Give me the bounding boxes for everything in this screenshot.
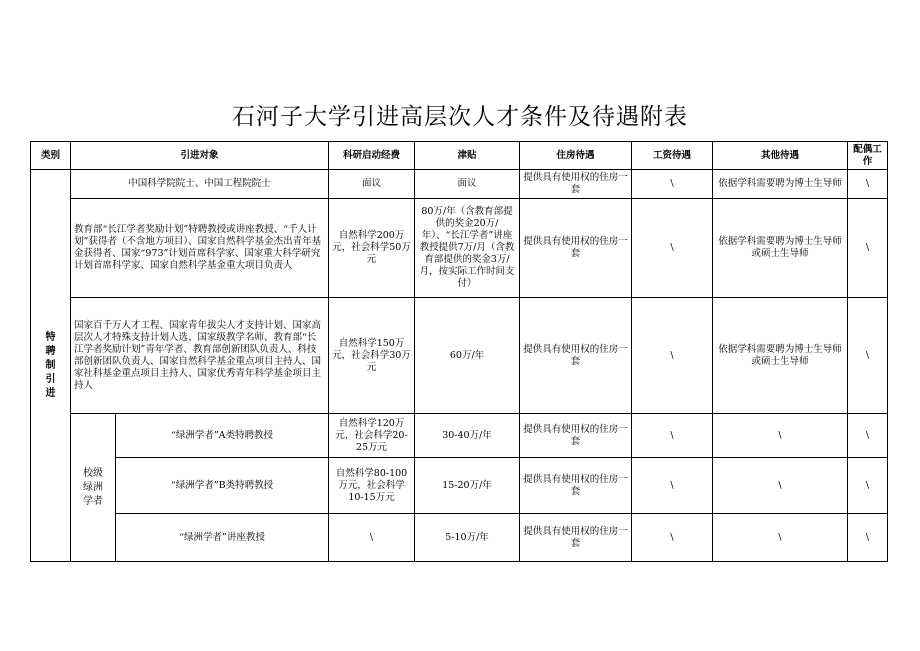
- allowance-cell: 15-20万/年: [415, 458, 520, 514]
- funding-cell: 自然科学200万元，社会科学50万元: [329, 199, 415, 298]
- funding-cell: 面议: [329, 170, 415, 199]
- spouse-cell: \: [848, 514, 888, 562]
- funding-cell: 自然科学150万元，社会科学30万元: [329, 298, 415, 414]
- subcategory-cell: 校级绿洲学者: [71, 414, 116, 562]
- other-cell: \: [713, 514, 848, 562]
- table-row: [31, 298, 888, 414]
- table-row: [31, 170, 888, 199]
- target-cell: 教育部“长江学者奖励计划”特聘教授或讲座教授、“千人计划”获得者（不含地方项目）、国家自然科学基金杰出青年基金获得者、国家“973”计划首席科学家、国家重大科学研究计划首席科学家、国家自然科学基金重大项目负责人: [71, 199, 329, 298]
- housing-cell: 提供具有使用权的住房一套: [520, 170, 632, 199]
- target-cell: “绿洲学者”讲座教授: [116, 514, 329, 562]
- spouse-cell: \: [848, 298, 888, 414]
- table-row: [31, 199, 888, 298]
- allowance-cell: 面议: [415, 170, 520, 199]
- funding-cell: 自然科学120万元，社会科学20-25万元: [329, 414, 415, 458]
- header-salary: 工资待遇: [632, 142, 713, 170]
- talent-table: [30, 141, 888, 562]
- funding-cell: 自然科学80-100万元，社会科学10-15万元: [329, 458, 415, 514]
- target-cell: 国家百千万人才工程、国家青年拔尖人才支持计划、国家高层次人才特殊支持计划人选、国家级教学名师、教育部“长江学者奖励计划”青年学者、教育部创新团队负责人、科技部创新团队负责人、国家自然科学基金重点项目主持人、国家社科基金重点项目主持人、国家优秀青年科学基金项目主持人: [71, 298, 329, 414]
- page-title: 石河子大学引进高层次人才条件及待遇附表: [232, 104, 688, 130]
- spouse-cell: \: [848, 458, 888, 514]
- allowance-cell: 80万/年（含教育部提供的奖金20万/年）、“长江学者”讲座教授提供7万/月（含教育部提供的奖金3万/月，按实际工作时间支付）: [415, 199, 520, 298]
- spouse-cell: \: [848, 170, 888, 199]
- category-cell: 特聘制引进: [31, 170, 71, 562]
- housing-cell: 提供具有使用权的住房一套: [520, 298, 632, 414]
- other-cell: 依据学科需要聘为博士生导师或硕士生导师: [713, 298, 848, 414]
- header-category: 类别: [31, 142, 71, 170]
- allowance-cell: 30-40万/年: [415, 414, 520, 458]
- other-cell: 依据学科需要聘为博士生导师: [713, 170, 848, 199]
- table-row: [31, 414, 888, 458]
- funding-cell: \: [329, 514, 415, 562]
- header-allowance: 津贴: [415, 142, 520, 170]
- header-spouse: 配偶工作: [848, 142, 888, 170]
- salary-cell: \: [632, 514, 713, 562]
- housing-cell: 提供具有使用权的住房一套: [520, 199, 632, 298]
- table-row: [31, 514, 888, 562]
- allowance-cell: 60万/年: [415, 298, 520, 414]
- salary-cell: \: [632, 170, 713, 199]
- housing-cell: 提供具有使用权的住房一套: [520, 514, 632, 562]
- other-cell: 依据学科需要聘为博士生导师或硕士生导师: [713, 199, 848, 298]
- other-cell: \: [713, 458, 848, 514]
- header-housing: 住房待遇: [520, 142, 632, 170]
- header-other: 其他待遇: [713, 142, 848, 170]
- table-row: [31, 458, 888, 514]
- header-funding: 科研启动经费: [329, 142, 415, 170]
- other-cell: \: [713, 414, 848, 458]
- salary-cell: \: [632, 199, 713, 298]
- header-row: [31, 142, 888, 170]
- target-cell: 中国科学院院士、中国工程院院士: [71, 170, 329, 199]
- salary-cell: \: [632, 414, 713, 458]
- housing-cell: 提供具有使用权的住房一套: [520, 414, 632, 458]
- housing-cell: 提供具有使用权的住房一套: [520, 458, 632, 514]
- header-target: 引进对象: [71, 142, 329, 170]
- salary-cell: \: [632, 458, 713, 514]
- target-cell: “绿洲学者”B类特聘教授: [116, 458, 329, 514]
- spouse-cell: \: [848, 199, 888, 298]
- allowance-cell: 5-10万/年: [415, 514, 520, 562]
- spouse-cell: \: [848, 414, 888, 458]
- salary-cell: \: [632, 298, 713, 414]
- target-cell: “绿洲学者”A类特聘教授: [116, 414, 329, 458]
